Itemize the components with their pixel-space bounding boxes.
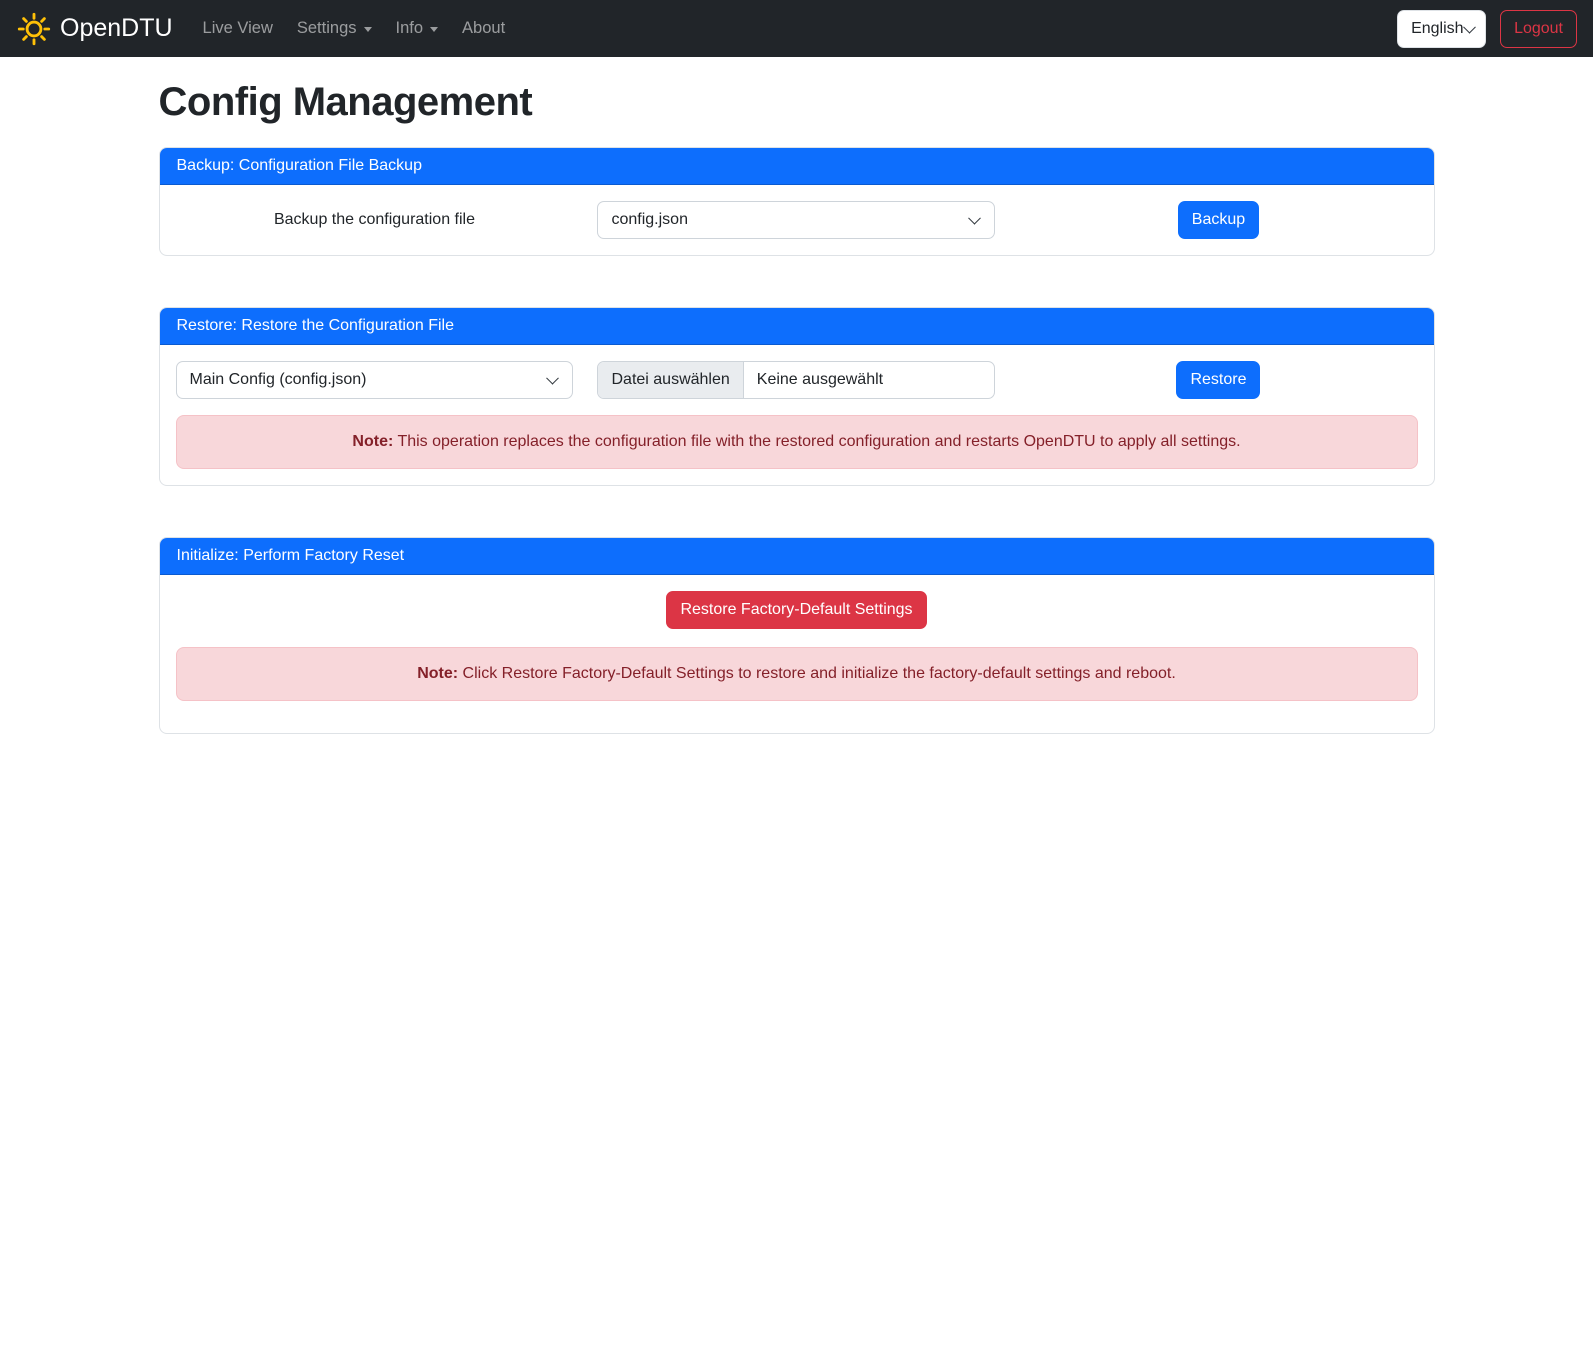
chevron-down-icon — [430, 27, 438, 32]
factory-reset-button[interactable]: Restore Factory-Default Settings — [666, 591, 926, 629]
chevron-down-icon — [969, 212, 982, 225]
chevron-down-icon — [364, 27, 372, 32]
chevron-down-icon — [1463, 20, 1476, 33]
restore-config-select-value: Main Config (config.json) — [189, 371, 367, 388]
backup-file-label: Backup the configuration file — [273, 211, 475, 228]
language-select-value: English — [1411, 19, 1464, 37]
nav-links — [195, 11, 514, 46]
nav-item-label: Info — [395, 19, 424, 37]
sun-icon — [16, 11, 52, 47]
restore-config-select[interactable] — [176, 361, 574, 399]
backup-card-header: Backup: Configuration File Backup — [160, 148, 1434, 185]
backup-file-select[interactable] — [597, 201, 995, 239]
backup-card-body — [160, 185, 1434, 255]
navbar-right — [1397, 10, 1577, 48]
logout-button[interactable]: Logout — [1500, 10, 1577, 48]
restore-card-header: Restore: Restore the Configuration File — [160, 308, 1434, 345]
restore-file-col — [585, 361, 1007, 399]
nav-item-live-view[interactable] — [195, 11, 281, 46]
page-title: Config Management — [158, 80, 533, 124]
backup-form-row — [164, 201, 1430, 239]
restore-button-col — [1007, 361, 1429, 399]
nav-item-about[interactable] — [454, 11, 513, 46]
chevron-down-icon — [547, 372, 560, 385]
nav-item-label: About — [462, 19, 506, 37]
nav-item-label: Settings — [296, 19, 357, 37]
restore-form-row — [164, 361, 1430, 399]
brand-title: OpenDTU — [60, 14, 173, 42]
note-text: This operation replaces the configuration file with the restored configuration and restarts OpenDTU to apply all settings. — [393, 433, 1241, 450]
note-label: Note: — [417, 665, 459, 682]
backup-label-col — [164, 211, 586, 229]
language-select[interactable] — [1397, 10, 1486, 48]
backup-select-col — [585, 201, 1007, 239]
restore-note-alert — [176, 415, 1418, 469]
restore-file-input[interactable] — [597, 361, 995, 399]
note-label: Note: — [352, 433, 394, 450]
note-text: Click Restore Factory-Default Settings to restore and initialize the factory-default settings and reboot. — [458, 665, 1176, 682]
nav-item-label: Live View — [202, 19, 273, 37]
restore-select-col — [164, 361, 586, 399]
backup-button[interactable]: Backup — [1178, 201, 1259, 239]
factory-card-header: Initialize: Perform Factory Reset — [160, 538, 1434, 575]
factory-button-row — [176, 591, 1418, 629]
restore-card — [159, 307, 1435, 486]
nav-item-settings[interactable] — [289, 11, 380, 46]
factory-note-alert — [176, 647, 1418, 701]
backup-card — [159, 147, 1435, 256]
factory-card-body — [160, 575, 1434, 733]
top-navbar — [0, 0, 1593, 57]
navbar-left — [16, 11, 513, 47]
brand-logo[interactable] — [16, 11, 173, 47]
nav-item-info[interactable] — [388, 11, 447, 46]
file-status-text: Keine ausgewählt — [756, 371, 884, 388]
restore-card-body — [160, 345, 1434, 485]
file-choose-button[interactable]: Datei auswählen — [598, 362, 743, 398]
factory-reset-card — [159, 537, 1435, 734]
backup-file-select-value: config.json — [611, 211, 688, 228]
restore-button[interactable]: Restore — [1176, 361, 1260, 399]
backup-button-col — [1007, 201, 1429, 239]
main-content — [159, 57, 1435, 734]
